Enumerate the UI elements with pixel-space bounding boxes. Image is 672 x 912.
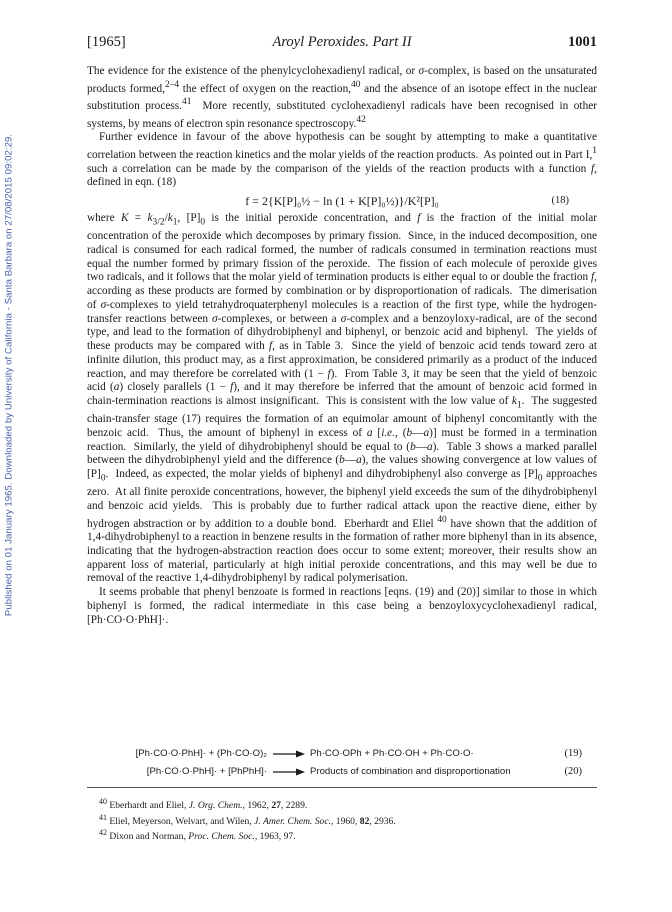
reaction-arrow-icon — [271, 764, 307, 780]
reaction-arrow-icon — [271, 746, 307, 762]
reaction-20-reactants: [Ph·CO·O·PhH]· + [PhPhH]· — [146, 766, 267, 777]
reaction-20 — [87, 764, 597, 780]
reaction-19-number: (19) — [564, 748, 582, 759]
footnote-42: $^{42}$ Dixon and Norman, Proc. Chem. Soc., 1963, 97. — [99, 828, 296, 843]
reaction-19-products: Ph·CO·OPh + Ph·CO·OH + Ph·CO·O· — [310, 748, 474, 759]
paragraph-1: The evidence for the existence of the phenylcyclohexadienyl radical, or σ-complex, is based on the unsaturated products formed,$^{2-4}$ the effect of oxygen on the reaction,$^{40}$ and the absence of an isotope effect in the nuclear substitution process.$^{41}$ More recently, substituted cyclohexadienyl radicals have been recognised in other systems, by means of electron spin resonance spectroscopy.$^{42}$ — [87, 65, 597, 130]
body-text — [87, 65, 597, 627]
footnote-41: $^{41}$ Eliel, Meyerson, Welvart, and Wilen, J. Amer. Chem. Soc., 1960, 82, 2936. — [99, 812, 396, 827]
paragraph-3: where $K = k_{3/2}/k_1$, $[P]_0$ is the initial peroxide concentration, and f is the fraction of the initial molar concentration of the peroxide which decomposes by primary fission. Since, in the induced decomposition, one radical is consumed for each radical formed, the number of radicals consumed in termination reactions must equal the number formed by primary fission of the peroxide. The fission of each molecule of peroxide gives two radicals, and it follows that the molar yield of termination products is either equal to or double the fraction f, according as these products are formed by combination or by disproportionation of radicals. The dimerisation of σ-complexes to yield tetrahydroquaterphenyl molecules is a reaction of the first type, while the hydrogen-transfer reactions between σ-complexes, or between a σ-complex and a benzoyloxy-radical, are of the second type, and lead to the formation of dihydrobiphenyl and biphenyl, or benzoic acid and biphenyl. The yields of these products may be compared with f, as in Table 3. Since the yield of benzoic acid tends toward zero at infinite dilution, this product may, as a first approximation, be considered primarily as a product of the induced reaction, and may therefore be correlated with (1 − f). From Table 3, it may be seen that the yield of benzoic acid (a) closely parallels (1 − f), and it may therefore be inferred that the amount of benzoic acid formed in chain-termination reactions is almost insignificant. This is consistent with the low value of $k_1$. The suggested chain-transfer stage (17) requires the formation of an equimolar amount of biphenyl concomitantly with the benzoic acid. Thus, the amount of biphenyl in excess of a [i.e., (b—a)] must be formed in a termination reaction. Similarly, the yield of dihydrobiphenyl should be equal to (b—a). Table 3 shows a marked parallel between the dihydrobiphenyl yield and the difference (b—a), the values showing convergence at low values of $[P]_0$. Indeed, as expected, the molar yields of biphenyl and dihydrobiphenyl also converge as $[P]_0$ approaches zero. At all finite peroxide concentrations, however, the biphenyl yield exceeds the sum of the dihydrobiphenyl and benzoic acid yields. This is probably due to further radical attack upon the reactive diene, either by hydrogen abstraction or by addition to a double bond. Eberhardt and Eliel $^{40}$ have shown that the addition of 1,4-dihydrobiphenyl to a reaction in benzene results in the formation of rather more biphenyl than in its absence, indicating that the hydrogen-abstraction reaction does occur to some extent; moreover, their results show an apparent loss of material, particularly at high initial peroxide concentrations, and this may well be due to removal of the reactive 1,4-dihydrobiphenyl by radical polymerisation. — [87, 212, 598, 585]
page-header — [87, 34, 597, 56]
equation-18-number: (18) — [551, 195, 569, 207]
header-title: Aroyl Peroxides. Part II — [272, 34, 412, 50]
header-year: [1965] — [87, 34, 126, 50]
side-note-text: Published on 01 January 1965. Downloaded by University of California - Santa Barbara on 27/08/2015 09:02:29. — [3, 133, 15, 617]
paragraph-4: It seems probable that phenyl benzoate is formed in reactions [eqns. (19) and (20)] similar to those in which biphenyl is formed, the radical intermediate in this case being a benzoyloxycyclohexadienyl radical, [Ph·CO·O·PhH]·. — [87, 586, 597, 626]
footnote-divider — [87, 787, 597, 788]
paragraph-2: Further evidence in favour of the above hypothesis can be sought by attempting to make a quantitative correlation between the reaction kinetics and the molar yields of the reaction products. As pointed out in Part I,$^1$ such a correlation can be made by the comparison of the yields of the reaction products with a function f, defined in eqn. (18) — [87, 131, 597, 189]
reaction-20-number: (20) — [564, 766, 582, 777]
footnotes — [87, 796, 597, 843]
reaction-19-reactants: [Ph·CO·O·PhH]· + (Ph·CO·O)₂ — [135, 748, 267, 759]
header-page-number: 1001 — [568, 34, 597, 50]
publication-side-note — [2, 95, 16, 655]
footnote-40: $^{40}$ Eberhardt and Eliel, J. Org. Chem., 1962, 27, 2289. — [99, 797, 308, 812]
reaction-20-products: Products of combination and disproportionation — [310, 766, 511, 777]
reaction-19 — [87, 746, 597, 762]
equation-18-expression: f = 2{K[P]₀½ − ln (1 + K[P]₀½)}/K²[P]₀ — [245, 194, 439, 209]
equation-18 — [87, 190, 597, 212]
